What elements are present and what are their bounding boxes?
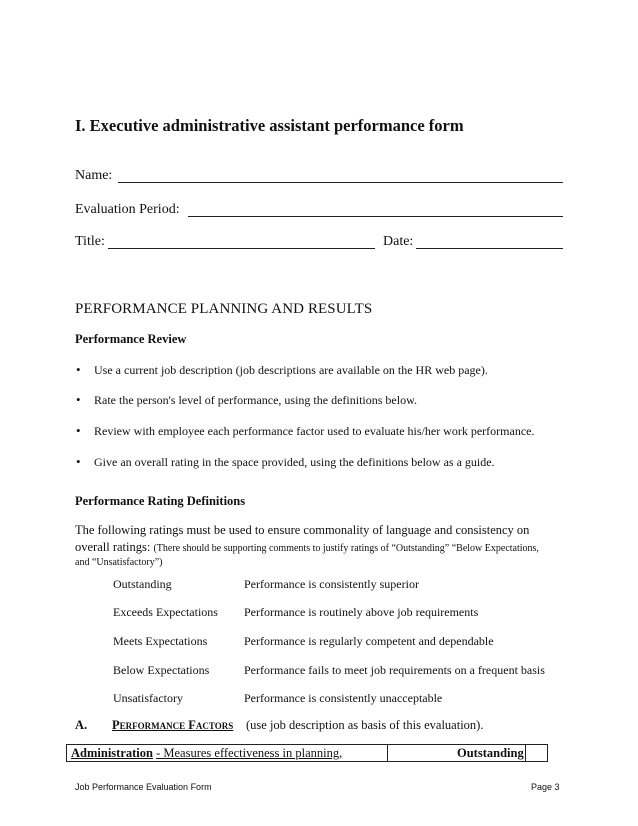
title-label: Title:: [75, 234, 105, 249]
rating-description: Performance is consistently unacceptable: [244, 691, 443, 705]
date-field[interactable]: [416, 248, 563, 249]
date-label: Date:: [383, 234, 414, 249]
name-field[interactable]: [118, 182, 563, 183]
factor-name: Administration: [71, 746, 153, 760]
footer-page-number: Page 3: [531, 782, 560, 792]
intro-line-1: The following ratings must be used to ensure commonality of language and consistency on: [75, 523, 530, 537]
bullet-icon: •: [76, 454, 81, 469]
rating-checkbox[interactable]: [526, 745, 547, 761]
evaluation-period-label: Evaluation Period:: [75, 202, 180, 217]
intro-line-2-main: overall ratings:: [75, 540, 151, 554]
rating-name: Below Expectations: [113, 663, 210, 677]
rating-name: Outstanding: [113, 577, 172, 591]
title-field[interactable]: [108, 248, 375, 249]
bullet-item: Rate the person's level of performance, using the definitions below.: [94, 393, 417, 407]
intro-line-3: and “Unsatisfactory”): [75, 557, 163, 568]
factors-heading: Performance Factors: [112, 718, 234, 732]
intro-line-2-note: (There should be supporting comments to justify ratings of “Outstanding” “Below Expectations,: [153, 543, 539, 554]
factors-note: (use job description as basis of this evaluation).: [246, 718, 484, 732]
performance-review-heading: Performance Review: [75, 332, 187, 346]
bullet-icon: •: [76, 423, 81, 438]
rating-description: Performance fails to meet job requirements on a frequent basis: [244, 663, 545, 677]
rating-definitions-heading: Performance Rating Definitions: [75, 494, 246, 508]
bullet-icon: •: [76, 392, 81, 407]
rating-description: Performance is routinely above job requirements: [244, 605, 479, 619]
intro-line-2: [75, 540, 539, 555]
evaluation-period-field[interactable]: [188, 216, 563, 217]
rating-name: Exceeds Expectations: [113, 605, 218, 619]
name-label: Name:: [75, 168, 113, 183]
rating-label: Outstanding: [457, 746, 524, 760]
bullet-item: Give an overall rating in the space provided, using the definitions below as a guide.: [94, 455, 495, 469]
factor-description: - Measures effectiveness in planning,: [156, 746, 343, 760]
section-heading: PERFORMANCE PLANNING AND RESULTS: [75, 301, 373, 317]
evaluation-table: [66, 744, 548, 762]
factor-letter: A.: [75, 718, 88, 732]
rating-description: Performance is consistently superior: [244, 577, 419, 591]
bullet-item: Use a current job description (job descriptions are available on the HR web page).: [94, 363, 488, 377]
rating-name: Meets Expectations: [113, 634, 208, 648]
footer-left: Job Performance Evaluation Form: [75, 782, 212, 792]
page-title: I. Executive administrative assistant performance form: [75, 116, 464, 135]
rating-name: Unsatisfactory: [113, 691, 183, 705]
rating-description: Performance is regularly competent and dependable: [244, 634, 494, 648]
table-divider: [387, 745, 388, 761]
bullet-item: Review with employee each performance factor used to evaluate his/her work performance.: [94, 424, 535, 438]
factor-cell: [71, 746, 342, 761]
bullet-icon: •: [76, 362, 81, 377]
